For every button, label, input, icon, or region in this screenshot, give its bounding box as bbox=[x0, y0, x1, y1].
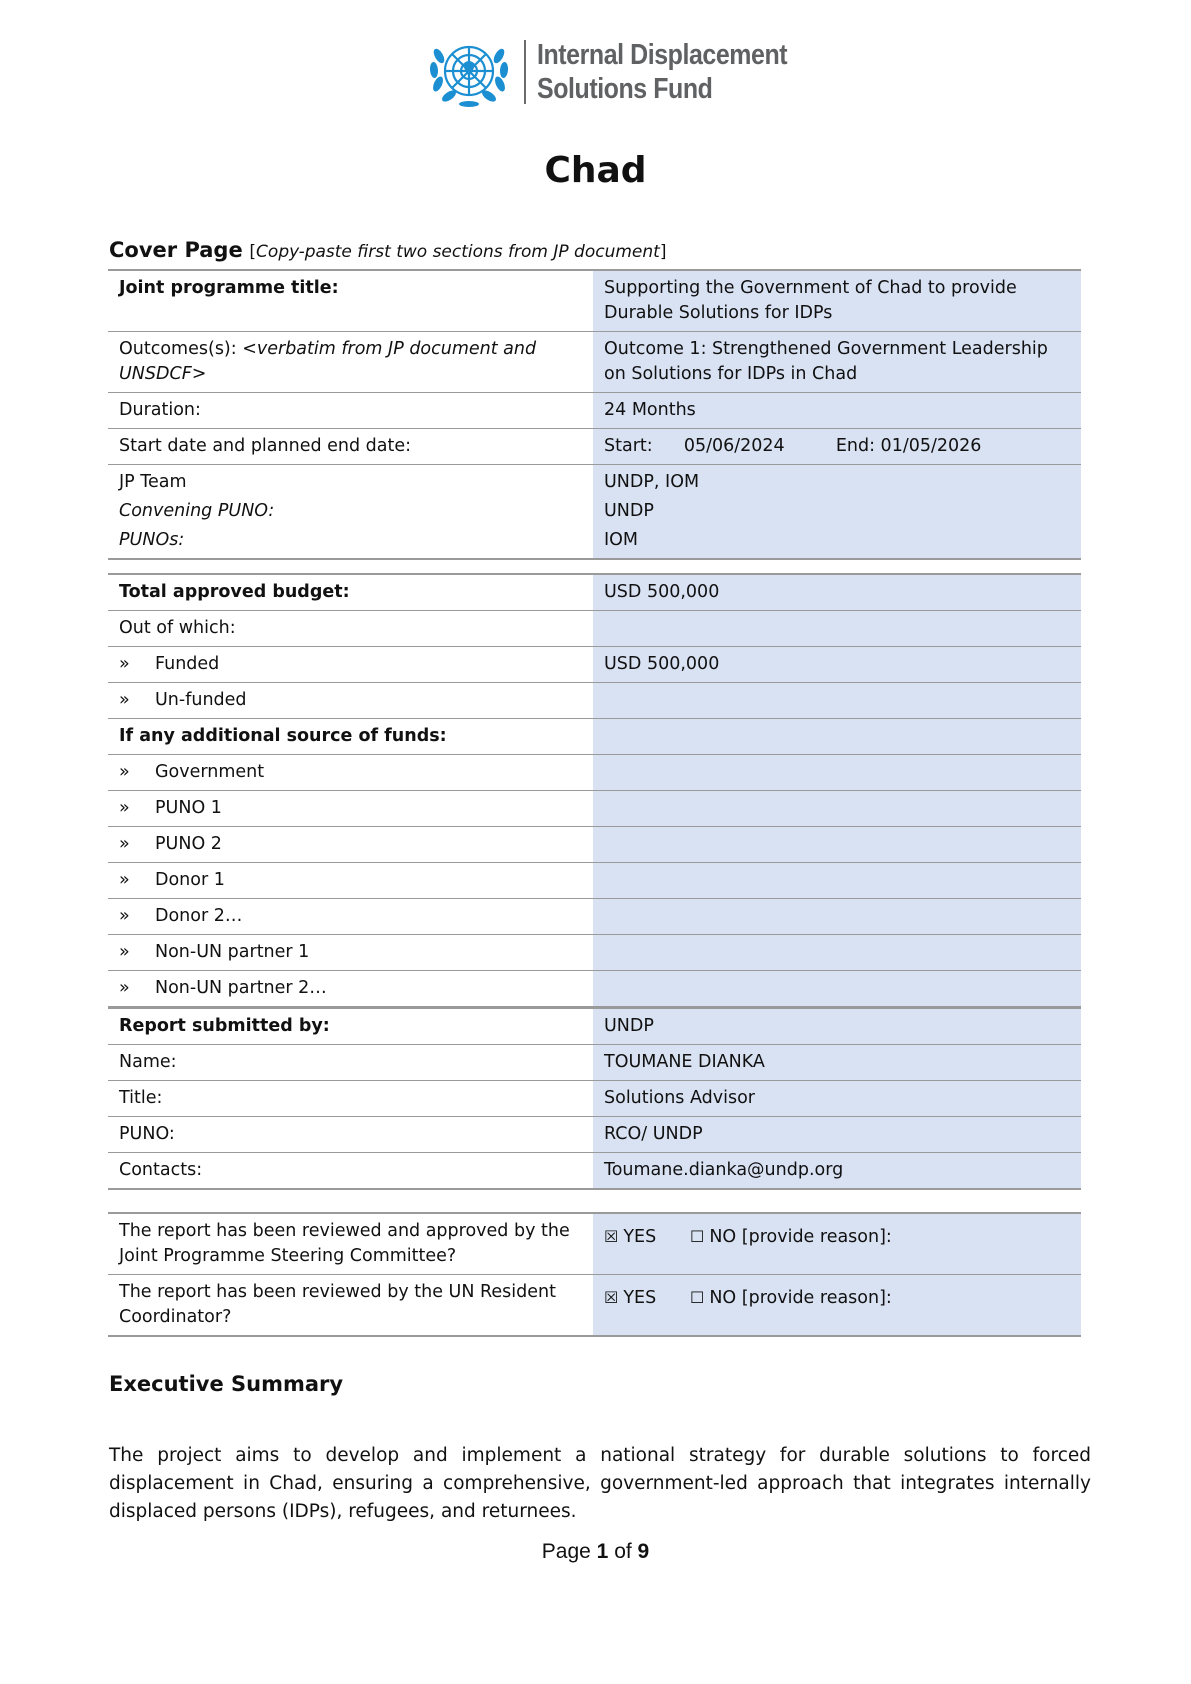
donor2-label: Donor 2… bbox=[155, 906, 243, 926]
name-value: TOUMANE DIANKA bbox=[593, 1045, 1081, 1081]
punos-value: IOM bbox=[593, 526, 1081, 559]
page-word: Page bbox=[541, 1540, 591, 1563]
jp-title-value: Supporting the Government of Chad to provide Durable Solutions for IDPs bbox=[593, 270, 1081, 332]
document-title: Chad bbox=[544, 150, 647, 191]
end-date: End: 01/05/2026 bbox=[835, 436, 982, 456]
table-row bbox=[108, 827, 1081, 863]
logo-line-1: Internal Displacement bbox=[537, 39, 788, 71]
executive-summary-text: The project aims to develop and implement a national strategy for durable solutions to forced displacement in Chad, ensuring a comprehensive, government-led approach that integrates internally displaced persons (IDPs), refugees, and returnees. bbox=[109, 1445, 1091, 1522]
table-row bbox=[108, 1045, 1081, 1081]
table-row bbox=[108, 332, 1081, 393]
table-row bbox=[108, 1008, 1081, 1045]
no-label: NO [provide reason]: bbox=[709, 1288, 892, 1308]
bullet: » bbox=[119, 798, 130, 818]
table-row bbox=[108, 1117, 1081, 1153]
note-open-bracket: [ bbox=[249, 242, 257, 262]
government-value bbox=[593, 755, 1081, 791]
review-2-yes-option[interactable] bbox=[593, 1275, 680, 1337]
checked-box-icon: ☒ bbox=[604, 1288, 619, 1307]
bullet: » bbox=[119, 906, 130, 926]
government-label: Government bbox=[155, 762, 265, 782]
puno1-label-cell bbox=[108, 791, 593, 827]
puno-label: PUNO: bbox=[108, 1117, 593, 1153]
total-budget-value: USD 500,000 bbox=[593, 574, 1081, 611]
out-of-which-value bbox=[593, 611, 1081, 647]
note-close-bracket: ] bbox=[659, 242, 667, 262]
table-row bbox=[108, 971, 1081, 1008]
additional-funds-value bbox=[593, 719, 1081, 755]
start-date: 05/06/2024 bbox=[683, 436, 785, 456]
logo-divider bbox=[524, 40, 526, 104]
cover-note-text: Copy-paste first two sections from JP document bbox=[256, 242, 660, 262]
un-emblem-icon bbox=[427, 34, 511, 110]
page-footer bbox=[0, 1540, 1191, 1564]
name-label: Name: bbox=[108, 1045, 593, 1081]
table-row bbox=[108, 791, 1081, 827]
additional-funds-label: If any additional source of funds: bbox=[108, 719, 593, 755]
funded-value: USD 500,000 bbox=[593, 647, 1081, 683]
table-row bbox=[108, 393, 1081, 429]
unfunded-label-cell bbox=[108, 683, 593, 719]
checked-box-icon: ☒ bbox=[604, 1227, 619, 1246]
submitted-by-value: UNDP bbox=[593, 1008, 1081, 1045]
outcomes-label-cell bbox=[108, 332, 593, 393]
punos-label: PUNOs: bbox=[108, 526, 593, 559]
fund-logo bbox=[427, 34, 787, 110]
out-of-which-label: Out of which: bbox=[108, 611, 593, 647]
puno1-label: PUNO 1 bbox=[155, 798, 222, 818]
puno1-value bbox=[593, 791, 1081, 827]
table-row bbox=[108, 683, 1081, 719]
bullet: » bbox=[119, 870, 130, 890]
puno2-label-cell bbox=[108, 827, 593, 863]
cover-page-title: Cover Page bbox=[109, 238, 243, 262]
funded-label-cell bbox=[108, 647, 593, 683]
bullet: » bbox=[119, 762, 130, 782]
partner2-label-cell bbox=[108, 971, 593, 1008]
partner1-label: Non-UN partner 1 bbox=[155, 942, 310, 962]
table-row bbox=[108, 899, 1081, 935]
outcomes-note: <verbatim from JP document and UNSDCF> bbox=[119, 339, 537, 384]
table-row bbox=[108, 1275, 1081, 1337]
logo-text bbox=[537, 38, 787, 106]
contacts-label: Contacts: bbox=[108, 1153, 593, 1190]
table-row bbox=[108, 935, 1081, 971]
review-2-no-option[interactable] bbox=[680, 1275, 1081, 1337]
table-row bbox=[108, 526, 1081, 559]
title-label: Title: bbox=[108, 1081, 593, 1117]
cover-page-heading bbox=[109, 238, 666, 262]
title-value: Solutions Advisor bbox=[593, 1081, 1081, 1117]
outcomes-label: Outcomes(s): bbox=[119, 339, 243, 359]
programme-table bbox=[108, 269, 1081, 560]
partner1-label-cell bbox=[108, 935, 593, 971]
logo-line-2: Solutions Fund bbox=[537, 73, 713, 105]
total-pages: 9 bbox=[637, 1540, 650, 1563]
table-row bbox=[108, 465, 1081, 498]
bullet: » bbox=[119, 834, 130, 854]
jp-team-value: UNDP, IOM bbox=[593, 465, 1081, 498]
no-label: NO [provide reason]: bbox=[709, 1227, 892, 1247]
puno2-label: PUNO 2 bbox=[155, 834, 222, 854]
outcomes-value: Outcome 1: Strengthened Government Leadership on Solutions for IDPs in Chad bbox=[593, 332, 1081, 393]
dates-label: Start date and planned end date: bbox=[108, 429, 593, 465]
table-row bbox=[108, 611, 1081, 647]
government-label-cell bbox=[108, 755, 593, 791]
convening-puno-label: Convening PUNO: bbox=[108, 497, 593, 526]
submitted-by-label: Report submitted by: bbox=[108, 1008, 593, 1045]
table-row bbox=[108, 719, 1081, 755]
puno-value: RCO/ UNDP bbox=[593, 1117, 1081, 1153]
contacts-value[interactable]: Toumane.dianka@undp.org bbox=[593, 1153, 1081, 1190]
table-row bbox=[108, 270, 1081, 332]
table-row bbox=[108, 574, 1081, 611]
bullet: » bbox=[119, 690, 130, 710]
puno2-value bbox=[593, 827, 1081, 863]
table-row bbox=[108, 429, 1081, 465]
review-question-1: The report has been reviewed and approved by the Joint Programme Steering Committee? bbox=[108, 1213, 593, 1275]
partner2-label: Non-UN partner 2… bbox=[155, 978, 327, 998]
donor2-label-cell bbox=[108, 899, 593, 935]
jp-team-label: JP Team bbox=[108, 465, 593, 498]
current-page: 1 bbox=[596, 1540, 609, 1563]
partner1-value bbox=[593, 935, 1081, 971]
table-row bbox=[108, 863, 1081, 899]
table-row bbox=[108, 1153, 1081, 1190]
donor1-label: Donor 1 bbox=[155, 870, 225, 890]
unchecked-box-icon: ☐ bbox=[690, 1227, 705, 1246]
donor1-value bbox=[593, 863, 1081, 899]
total-budget-label: Total approved budget: bbox=[108, 574, 593, 611]
review-1-yes-option[interactable] bbox=[593, 1213, 680, 1275]
of-word: of bbox=[614, 1540, 632, 1563]
unfunded-value bbox=[593, 683, 1081, 719]
review-question-2: The report has been reviewed by the UN Resident Coordinator? bbox=[108, 1275, 593, 1337]
table-row bbox=[108, 1081, 1081, 1117]
budget-table bbox=[108, 573, 1081, 1008]
bullet: » bbox=[119, 942, 130, 962]
convening-puno-value: UNDP bbox=[593, 497, 1081, 526]
start-label: Start: bbox=[604, 436, 653, 456]
review-1-no-option[interactable] bbox=[680, 1213, 1081, 1275]
cover-page-note bbox=[249, 242, 666, 262]
executive-summary-heading: Executive Summary bbox=[109, 1372, 344, 1396]
duration-value: 24 Months bbox=[593, 393, 1081, 429]
partner2-value bbox=[593, 971, 1081, 1008]
unfunded-label: Un-funded bbox=[155, 690, 247, 710]
donor2-value bbox=[593, 899, 1081, 935]
table-row bbox=[108, 755, 1081, 791]
donor1-label-cell bbox=[108, 863, 593, 899]
report-table bbox=[108, 1007, 1081, 1190]
bullet: » bbox=[119, 654, 130, 674]
bullet: » bbox=[119, 978, 130, 998]
table-row bbox=[108, 497, 1081, 526]
table-row bbox=[108, 647, 1081, 683]
yes-label: YES bbox=[623, 1227, 657, 1247]
review-table bbox=[108, 1212, 1081, 1337]
jp-title-label: Joint programme title: bbox=[108, 270, 593, 332]
table-row bbox=[108, 1213, 1081, 1275]
dates-value-cell bbox=[593, 429, 1081, 465]
unchecked-box-icon: ☐ bbox=[690, 1288, 705, 1307]
funded-label: Funded bbox=[155, 654, 220, 674]
duration-label: Duration: bbox=[108, 393, 593, 429]
yes-label: YES bbox=[623, 1288, 657, 1308]
